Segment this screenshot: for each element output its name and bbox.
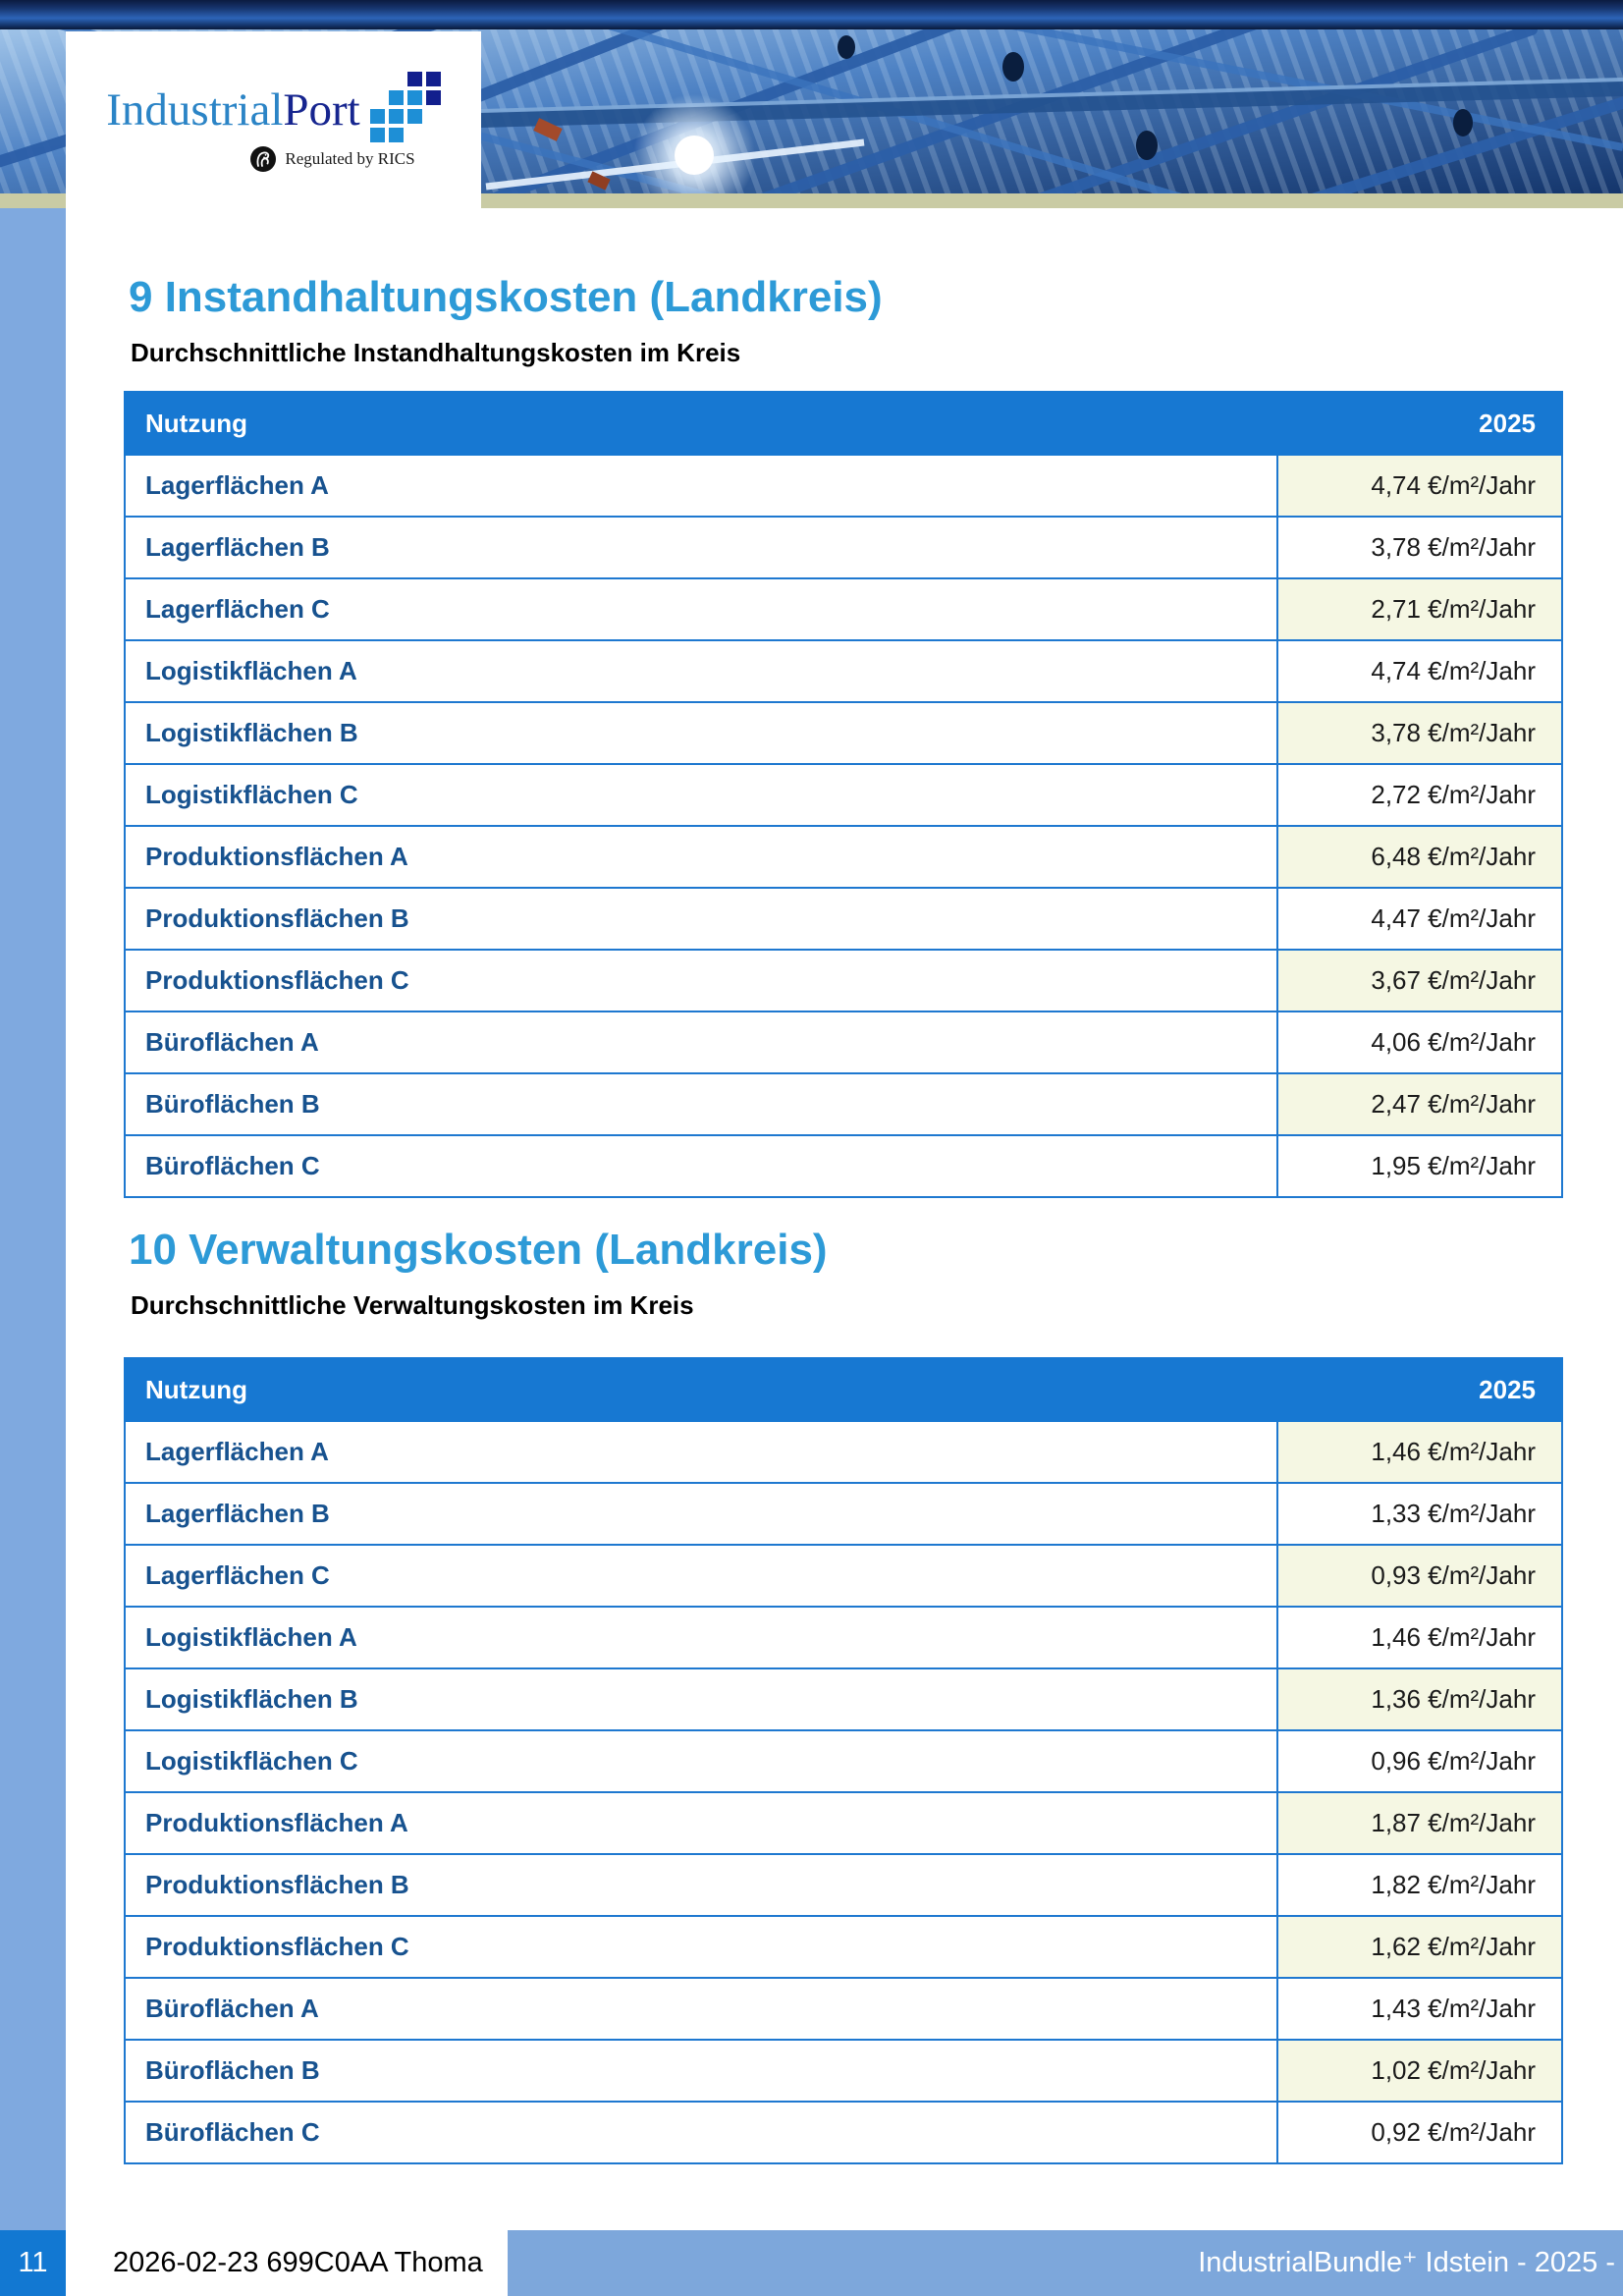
usage-cell: Büroflächen C [125,1135,1277,1197]
usage-cell: Logistikflächen A [125,1607,1277,1668]
section-subtitle-instandhaltungskosten: Durchschnittliche Instandhaltungskosten im Kreis [131,338,741,367]
rics-lion-icon [249,145,277,173]
table-row [125,2102,1562,2163]
table-row [125,950,1562,1011]
value-cell: 1,87 €/m²/Jahr [1277,1792,1562,1854]
table-row [125,1545,1562,1607]
table-row [125,1607,1562,1668]
value-cell: 1,02 €/m²/Jahr [1277,2040,1562,2102]
table-row [125,1978,1562,2040]
table-verwaltungskosten [124,1357,1561,2164]
table-row [125,888,1562,950]
table-row [125,640,1562,702]
usage-cell: Lagerflächen A [125,455,1277,517]
logo-word-port: Port [283,83,360,136]
usage-cell: Produktionsflächen C [125,950,1277,1011]
value-cell: 4,74 €/m²/Jahr [1277,455,1562,517]
top-gradient-bar [0,0,1623,29]
usage-cell: Lagerflächen A [125,1421,1277,1483]
industrialport-logo [106,78,441,142]
column-header-2025: 2025 [1277,392,1562,455]
usage-cell: Büroflächen C [125,2102,1277,2163]
value-cell: 1,46 €/m²/Jahr [1277,1421,1562,1483]
page-number-box [0,2230,66,2296]
value-cell: 4,47 €/m²/Jahr [1277,888,1562,950]
table-row [125,455,1562,517]
table-row [125,1135,1562,1197]
value-cell: 2,71 €/m²/Jahr [1277,578,1562,640]
usage-cell: Büroflächen A [125,1011,1277,1073]
usage-cell: Lagerflächen B [125,1483,1277,1545]
column-header-nutzung: Nutzung [125,392,1277,455]
footer-product-label: IndustrialBundle⁺ Idstein - 2025 - [508,2230,1623,2296]
usage-cell: Büroflächen A [125,1978,1277,2040]
table-header-row [125,1358,1562,1421]
usage-cell: Produktionsflächen A [125,826,1277,888]
table-row [125,578,1562,640]
column-header-2025: 2025 [1277,1358,1562,1421]
table-row [125,1730,1562,1792]
table-row [125,1792,1562,1854]
usage-cell: Produktionsflächen B [125,1854,1277,1916]
usage-cell: Logistikflächen A [125,640,1277,702]
column-header-nutzung: Nutzung [125,1358,1277,1421]
value-cell: 1,95 €/m²/Jahr [1277,1135,1562,1197]
table-row [125,2040,1562,2102]
value-cell: 4,74 €/m²/Jahr [1277,640,1562,702]
table-row [125,517,1562,578]
left-sidebar-strip [0,208,66,2230]
rics-badge [249,145,414,173]
page-number: 11 [18,2247,48,2278]
logo-panel [66,31,481,208]
industrialport-pixel-icon [370,72,441,142]
value-cell: 3,67 €/m²/Jahr [1277,950,1562,1011]
value-cell: 0,93 €/m²/Jahr [1277,1545,1562,1607]
usage-cell: Büroflächen B [125,2040,1277,2102]
table-row [125,764,1562,826]
value-cell: 2,72 €/m²/Jahr [1277,764,1562,826]
table-instandhaltungskosten [124,391,1561,1198]
value-cell: 1,62 €/m²/Jahr [1277,1916,1562,1978]
usage-cell: Büroflächen B [125,1073,1277,1135]
footer-document-info: 2026-02-23 699C0AA Thoma [113,2247,483,2278]
table-header-row [125,392,1562,455]
value-cell: 3,78 €/m²/Jahr [1277,702,1562,764]
usage-cell: Lagerflächen C [125,578,1277,640]
usage-cell: Produktionsflächen B [125,888,1277,950]
table-row [125,826,1562,888]
section-title-verwaltungskosten: 10 Verwaltungskosten (Landkreis) [129,1226,828,1274]
logo-wordmark [106,83,360,137]
rics-label: Regulated by RICS [285,148,415,168]
table-row [125,1483,1562,1545]
value-cell: 0,92 €/m²/Jahr [1277,2102,1562,2163]
table-row [125,1421,1562,1483]
value-cell: 1,36 €/m²/Jahr [1277,1668,1562,1730]
table-row [125,1011,1562,1073]
logo-word-industrial: Industrial [106,83,284,136]
table-row [125,1916,1562,1978]
value-cell: 4,06 €/m²/Jahr [1277,1011,1562,1073]
usage-cell: Produktionsflächen C [125,1916,1277,1978]
usage-cell: Logistikflächen B [125,1668,1277,1730]
value-cell: 1,82 €/m²/Jahr [1277,1854,1562,1916]
table-row [125,702,1562,764]
table-row [125,1073,1562,1135]
value-cell: 1,43 €/m²/Jahr [1277,1978,1562,2040]
usage-cell: Lagerflächen C [125,1545,1277,1607]
value-cell: 0,96 €/m²/Jahr [1277,1730,1562,1792]
value-cell: 3,78 €/m²/Jahr [1277,517,1562,578]
usage-cell: Logistikflächen C [125,764,1277,826]
usage-cell: Logistikflächen B [125,702,1277,764]
usage-cell: Lagerflächen B [125,517,1277,578]
value-cell: 6,48 €/m²/Jahr [1277,826,1562,888]
value-cell: 1,46 €/m²/Jahr [1277,1607,1562,1668]
usage-cell: Logistikflächen C [125,1730,1277,1792]
usage-cell: Produktionsflächen A [125,1792,1277,1854]
table-row [125,1668,1562,1730]
section-subtitle-verwaltungskosten: Durchschnittliche Verwaltungskosten im Kreis [131,1290,694,1320]
value-cell: 1,33 €/m²/Jahr [1277,1483,1562,1545]
value-cell: 2,47 €/m²/Jahr [1277,1073,1562,1135]
table-row [125,1854,1562,1916]
section-title-instandhaltungskosten: 9 Instandhaltungskosten (Landkreis) [129,273,883,321]
